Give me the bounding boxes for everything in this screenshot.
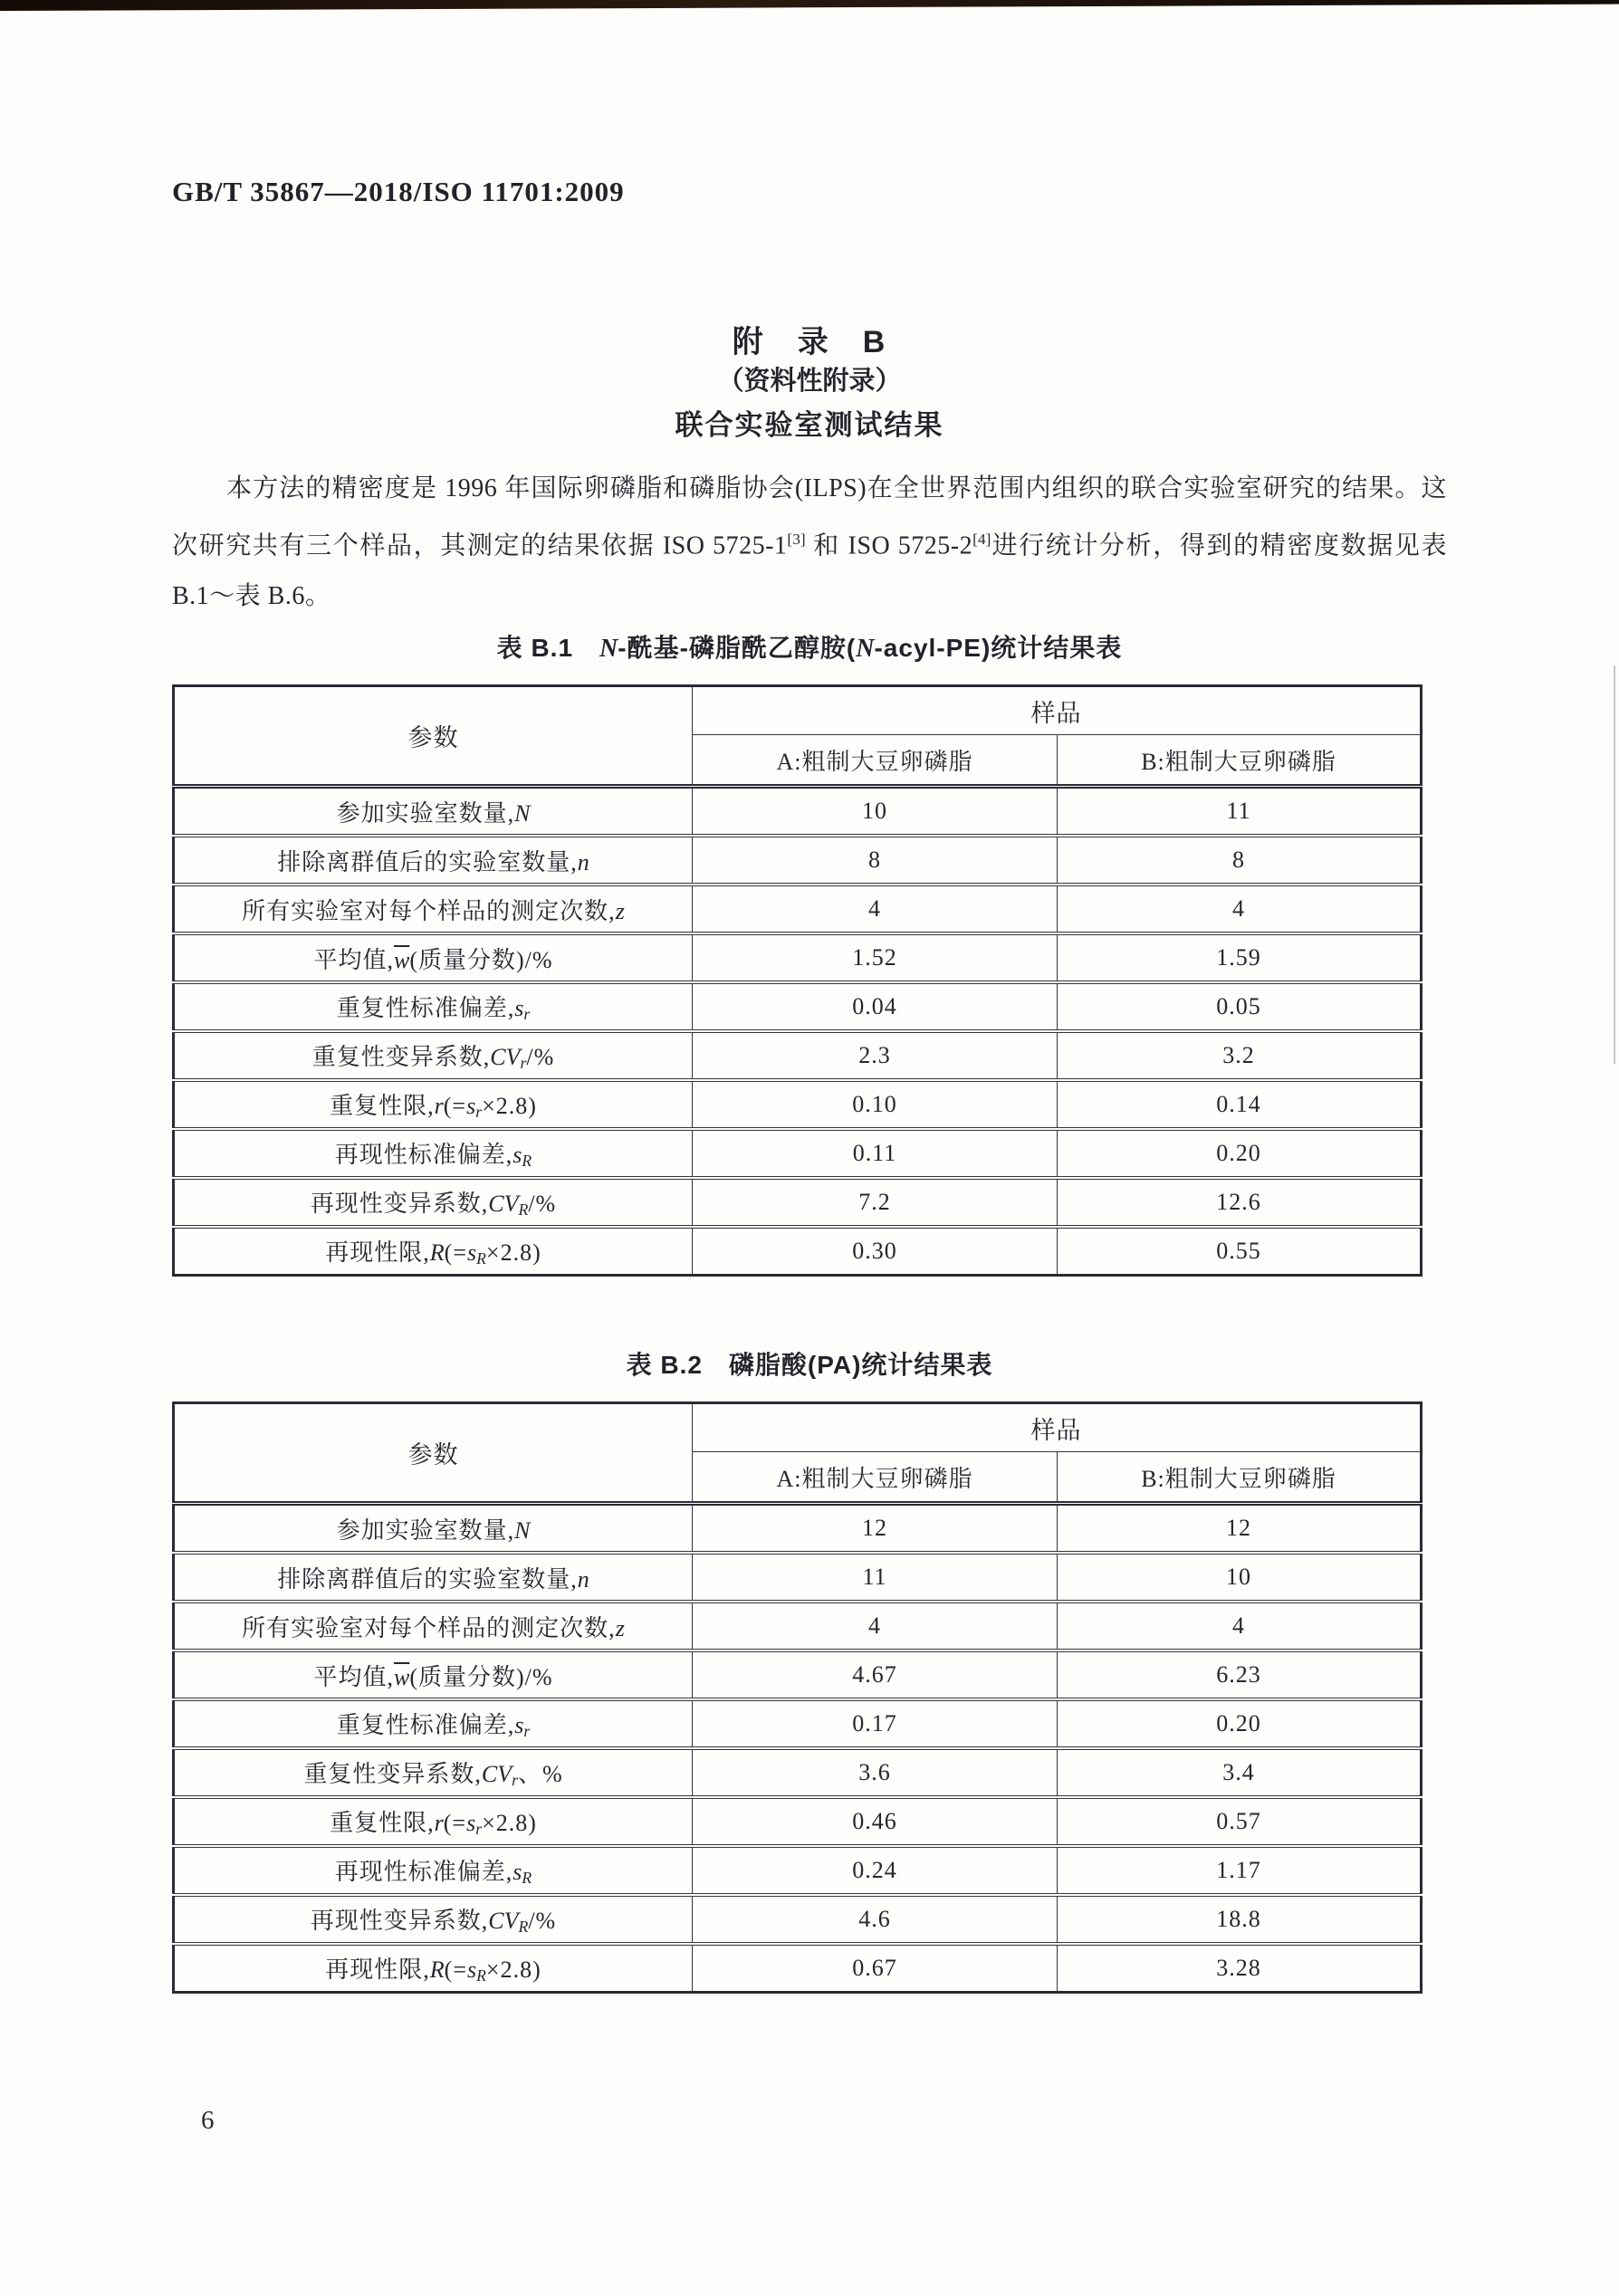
- table-row: [174, 982, 1422, 1031]
- value-cell-a: 0.30: [693, 1227, 1058, 1276]
- col-header-sample-group: 样品: [693, 686, 1422, 735]
- param-cell: 再现性限$,R(=s_R\times 2.8)$: [174, 1227, 693, 1276]
- col-header-param: 参数: [174, 686, 693, 787]
- appendix-title: 附 录 B: [732, 325, 887, 359]
- value-cell-b: 18.8: [1058, 1895, 1422, 1944]
- col-header-sample-group: 样品: [693, 1403, 1422, 1452]
- value-cell-a: 3.6: [693, 1748, 1058, 1797]
- scan-edge-artifact-right: [1614, 665, 1615, 1064]
- param-cell: 重复性变异系数$,CV_r/\%$: [174, 1031, 693, 1080]
- table-row: [174, 1699, 1422, 1748]
- value-cell-a: 10: [693, 787, 1058, 837]
- value-cell-b: 0.57: [1058, 1797, 1422, 1846]
- value-cell-b: 10: [1058, 1553, 1422, 1602]
- value-cell-b: 12.6: [1058, 1178, 1422, 1227]
- value-cell-b: 11: [1058, 787, 1422, 837]
- value-cell-b: 4: [1058, 1602, 1422, 1650]
- table-b2-title: 表 B.2 磷脂酸(PA)统计结果表: [626, 1351, 993, 1379]
- table-row: [174, 1129, 1422, 1178]
- param-cell: 重复性变异系数$,CV_r$、%: [174, 1748, 693, 1797]
- intro-paragraph: 本方法的精密度是 1996 年国际卵磷脂和磷脂协会(ILPS)在全世界范围内组织的联合实验室研究的结果。这次研究共有三个样品，其测定的结果依据 ISO 5725-1[3] 和 ISO 5725-2[4]进行统计分析，得到的精密度数据见表 B.1～表 B.6。: [172, 474, 1447, 611]
- col-header-sample-b: B:粗制大豆卵磷脂: [1058, 1452, 1422, 1504]
- value-cell-b: 3.28: [1058, 1944, 1422, 1993]
- table-row: [174, 1944, 1422, 1993]
- table-row: [174, 1031, 1422, 1080]
- value-cell-a: 1.52: [693, 933, 1058, 982]
- param-cell: 重复性限$,r(=s_r\times 2.8)$: [174, 1080, 693, 1129]
- table-row: [174, 1504, 1422, 1554]
- table-b2: [172, 1402, 1423, 1994]
- table-row: [174, 1748, 1422, 1797]
- table-row: [174, 1797, 1422, 1846]
- col-header-param: 参数: [174, 1403, 693, 1504]
- table-row: [174, 787, 1422, 837]
- value-cell-b: 3.4: [1058, 1748, 1422, 1797]
- table-row: [174, 1178, 1422, 1227]
- table-row: [174, 885, 1422, 933]
- table-b2-section: [172, 1402, 1423, 1994]
- param-cell: 排除离群值后的实验室数量,n: [174, 836, 693, 885]
- scan-edge-artifact-top: [0, 0, 1619, 11]
- value-cell-a: 0.24: [693, 1846, 1058, 1895]
- value-cell-a: 4.67: [693, 1650, 1058, 1699]
- value-cell-b: 0.20: [1058, 1129, 1422, 1178]
- value-cell-a: 0.17: [693, 1699, 1058, 1748]
- value-cell-a: 4.6: [693, 1895, 1058, 1944]
- standard-number: GB/T 35867—2018/ISO 11701:2009: [172, 176, 625, 207]
- value-cell-a: 4: [693, 1602, 1058, 1650]
- value-cell-b: 1.17: [1058, 1846, 1422, 1895]
- value-cell-b: 12: [1058, 1504, 1422, 1554]
- appendix-subtitle: （资料性附录）: [717, 367, 902, 396]
- value-cell-a: 8: [693, 836, 1058, 885]
- col-header-sample-b: B:粗制大豆卵磷脂: [1058, 735, 1422, 787]
- table-row: [174, 1080, 1422, 1129]
- value-cell-b: 1.59: [1058, 933, 1422, 982]
- param-cell: 平均值$,\overline{w}$(质量分数)/%: [174, 1650, 693, 1699]
- param-cell: 再现性标准偏差$,s_R$: [174, 1129, 693, 1178]
- param-cell: 再现性限$,R(=s_R\times 2.8)$: [174, 1944, 693, 1993]
- value-cell-b: 8: [1058, 836, 1422, 885]
- table-row: [174, 1602, 1422, 1650]
- appendix-heading: 联合实验室测试结果: [675, 409, 944, 441]
- param-cell: 再现性变异系数$,CV_R/\%$: [174, 1895, 693, 1944]
- table-row: [174, 836, 1422, 885]
- value-cell-a: 0.11: [693, 1129, 1058, 1178]
- param-cell: 再现性变异系数$,CV_R/\%$: [174, 1178, 693, 1227]
- value-cell-a: 4: [693, 885, 1058, 933]
- col-header-sample-a: A:粗制大豆卵磷脂: [693, 735, 1058, 787]
- value-cell-a: 7.2: [693, 1178, 1058, 1227]
- table-row: [174, 1895, 1422, 1944]
- param-cell: 重复性限$,r(=s_r\times 2.8)$: [174, 1797, 693, 1846]
- value-cell-b: 0.20: [1058, 1699, 1422, 1748]
- table-b1: [172, 684, 1423, 1277]
- param-cell: 所有实验室对每个样品的测定次数,z: [174, 1602, 693, 1650]
- param-cell: 参加实验室数量,N: [174, 1504, 693, 1554]
- value-cell-a: 0.04: [693, 982, 1058, 1031]
- table-row: [174, 1227, 1422, 1276]
- table-b1-title: 表 B.1 N-酰基-磷脂酰乙醇胺(N-acyl-PE)统计结果表: [496, 634, 1123, 663]
- col-header-sample-a: A:粗制大豆卵磷脂: [693, 1452, 1058, 1504]
- value-cell-a: 0.67: [693, 1944, 1058, 1993]
- value-cell-a: 12: [693, 1504, 1058, 1554]
- table-row: [174, 1553, 1422, 1602]
- table-row: [174, 1846, 1422, 1895]
- value-cell-b: 3.2: [1058, 1031, 1422, 1080]
- param-cell: 重复性标准偏差$,s_r$: [174, 1699, 693, 1748]
- page-number: 6: [201, 2106, 215, 2135]
- table-row: [174, 933, 1422, 982]
- value-cell-b: 0.05: [1058, 982, 1422, 1031]
- value-cell-a: 2.3: [693, 1031, 1058, 1080]
- param-cell: 平均值$,\overline{w}$(质量分数)/%: [174, 933, 693, 982]
- param-cell: 排除离群值后的实验室数量,n: [174, 1553, 693, 1602]
- param-cell: 再现性标准偏差$,s_R$: [174, 1846, 693, 1895]
- value-cell-a: 11: [693, 1553, 1058, 1602]
- table-row: [174, 1650, 1422, 1699]
- value-cell-b: 0.14: [1058, 1080, 1422, 1129]
- value-cell-a: 0.46: [693, 1797, 1058, 1846]
- value-cell-a: 0.10: [693, 1080, 1058, 1129]
- table-b1-section: [172, 684, 1423, 1277]
- param-cell: 参加实验室数量,N: [174, 787, 693, 837]
- param-cell: 所有实验室对每个样品的测定次数,z: [174, 885, 693, 933]
- param-cell: 重复性标准偏差$,s_r$: [174, 982, 693, 1031]
- value-cell-b: 0.55: [1058, 1227, 1422, 1276]
- value-cell-b: 4: [1058, 885, 1422, 933]
- value-cell-b: 6.23: [1058, 1650, 1422, 1699]
